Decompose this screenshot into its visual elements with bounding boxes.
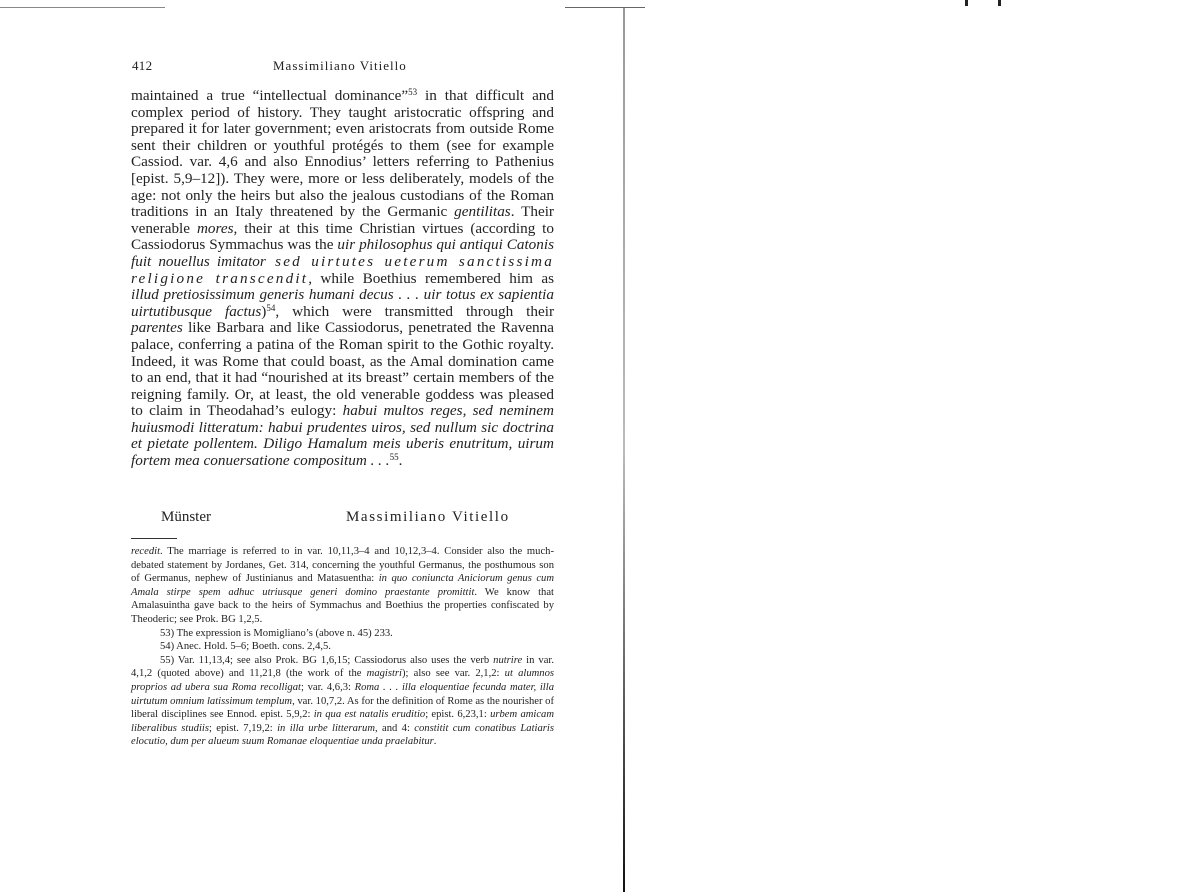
footnote-53: 53) The expression is Momigliano’s (above n. 45) 233.: [160, 627, 393, 639]
signature-name: Massimiliano Vitiello: [346, 509, 510, 525]
footnote-ref-54: 54: [266, 302, 276, 313]
footnotes: [131, 545, 554, 749]
running-head: Massimiliano Vitiello: [273, 58, 407, 73]
footnote-continued: recedit. The marriage is referred to in var. 10,11,3–4 and 10,12,3–4. Consider also the much-debated statement by Jordanes, Get. 314, concerning the youthful Germanus, the posthumous son of Germanus, nephew of Justinianus and Matasuentha: in quo coniuncta Aniciorum genus cum Amala stirpe spem adhuc utriusque generi domino praestante promittit. We know that Amalasuintha gave back to the heirs of Symmachus and Boethius the properties confiscated by Theoderic; see Prok. BG 1,2,5.: [131, 546, 555, 625]
footnote-ref-55: 55: [389, 452, 399, 463]
footnote-55: 55) Var. 11,13,4; see also Prok. BG 1,6,15; Cassiodorus also uses the verb nutrire in var. 4,1,2 (quoted above) and 11,21,8 (the work of the magistri); also see var. 2,1,2: ut alumnos proprios ad ubera sua Roma recolligat; var. 4,6,3: Roma . . . illa eloquentiae fecunda mater, illa uirtutum omnium latissimum templum, var. 10,7,2. As for the definition of Rome as the nourisher of liberal disciplines see Ennod. epist. 5,9,2: in qua est natalis eruditio; epist. 6,23,1: urbem amicam liberalibus studiis; epist. 7,19,2: in illa urbe litterarum, and 4: constitit cum conatibus Latiaris elocutio, dum per alueum suum Romanae eloquentiae unda praelabitur.: [131, 654, 554, 748]
signature-place: Münster: [161, 509, 211, 525]
scan-top-rule-left: [0, 7, 165, 8]
scan-top-rule-right: [565, 7, 645, 8]
page-gutter-line: [623, 8, 625, 892]
body-paragraph: maintained a true “intellectual dominance”$^{53}$ in that difficult and complex period of history. They taught aristocratic offspring and prepared it for later government; even aristocrats from outside Rome sent their children or youthful protégés to them (see for example Cassiod. var. 4,6 and also Ennodius’ letters referring to Pathenius [epist. 5,9–12]). They were, more or less deliberately, models of the age: not only the heirs but also the jealous custodians of the Roman traditions in an Italy threatened by the Germanic gentilitas. Their venerable mores, their at this time Christian virtues (according to Cassiodorus Symmachus was the uir philosophus qui antiqui Catonis fuit nouellus imitator sed uirtutes ueterum sanctissima religione transcendit, while Boethius remembered him as illud pretiosissimum generis humani decus . . . uir totus ex sapientia uirtutibusque factus)$^{54}$, which were transmitted through their parentes like Barbara and like Cassiodorus, penetrated the Ravenna palace, conferring a patina of the Roman spirit to the Gothic royalty. Indeed, it was Rome that could boast, as the Amal domination came to an end, that it had “nourished at its breast” certain members of the reigning family. Or, at least, the old venerable goddess was pleased to claim in Theodahad’s eulogy: habui multos reges, sed neminem huiusmodi litteratum: habui prudentes uiros, sed nullum sic doctrina et pietate pollentem. Diligo Hamalum meis uberis enutritum, uirum fortem mea conuersatione compositum . . .$^{55}$.: [131, 87, 555, 470]
footnote-54: 54) Anec. Hold. 5–6; Boeth. cons. 2,4,5.: [160, 641, 331, 653]
page-number: 412: [132, 58, 153, 73]
scan-corner-mark-a: [965, 0, 968, 6]
footnote-ref-53: 53: [408, 87, 418, 97]
footnote-rule: [131, 538, 177, 539]
scan-corner-mark-b: [998, 0, 1001, 6]
